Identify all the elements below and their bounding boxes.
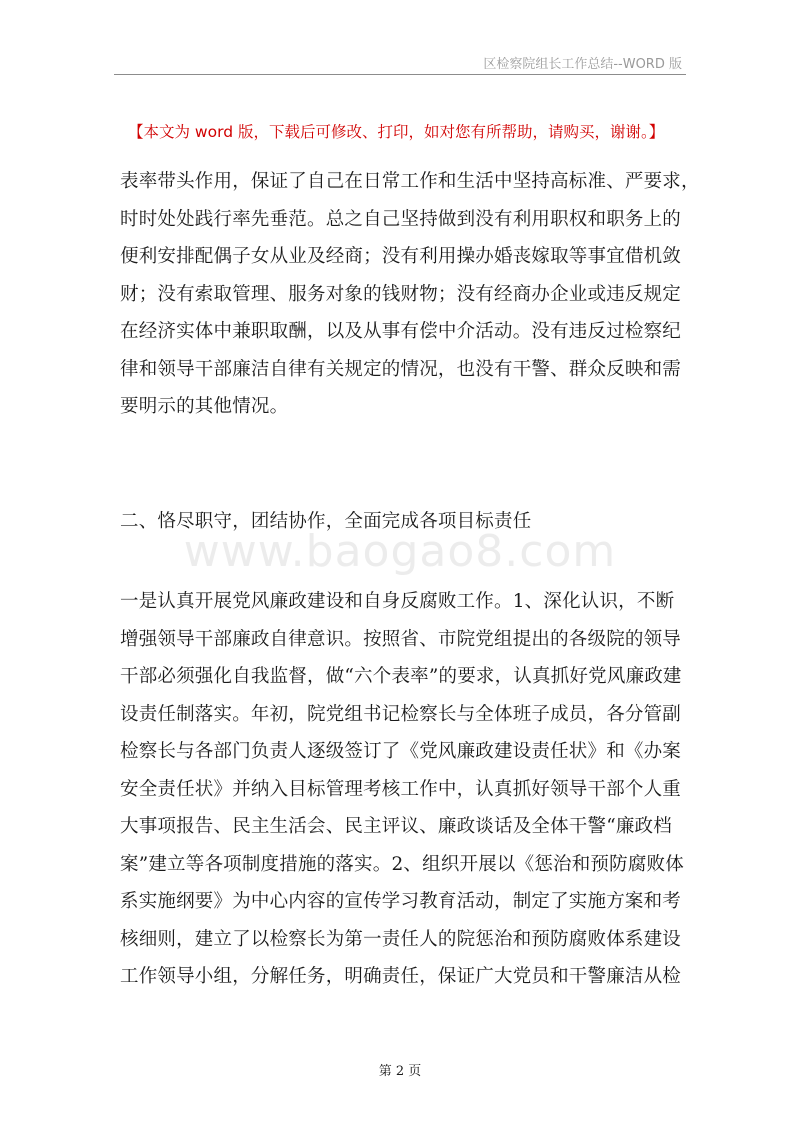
header-divider (114, 74, 686, 75)
text-line: 律和领导干部廉洁自律有关规定的情况，也没有干警、群众反映和需 (120, 358, 682, 380)
text-line: 时时处处践行率先垂范。总之自己坚持做到没有利用职权和职务上的 (120, 208, 682, 230)
body-paragraph-2 (120, 583, 692, 996)
text-line: 要明示的其他情况。 (120, 396, 289, 417)
body-paragraph-1 (120, 163, 700, 426)
text-line: 财；没有索取管理、服务对象的钱财物；没有经商办企业或违反规定 (120, 283, 682, 305)
text-line: 便利安排配偶子女从业及经商；没有利用操办婚丧嫁取等事宜借机敛 (120, 246, 682, 267)
text-line: 表率带头作用，保证了自己在日常工作和生活中坚持高标准、严要求， (120, 171, 700, 192)
page-number: 第 2 页 (378, 1064, 422, 1079)
running-header-title: 区检察院组长工作总结--WORD 版 (483, 57, 682, 72)
text-line: 设责任制落实。年初，院党组书记检察长与全体班子成员，各分管副 (120, 703, 682, 725)
text-line: 系实施纲要》为中心内容的宣传学习教育活动，制定了实施方案和考 (120, 891, 682, 912)
text-line: 案”建立等各项制度措施的落实。2、组织开展以《惩治和预防腐败体 (120, 853, 684, 875)
text-line: 工作领导小组，分解任务，明确责任，保证广大党员和干警廉洁从检 (120, 966, 682, 987)
text-line: 检察长与各部门负责人逐级签订了《党风廉政建设责任状》和《办案 (120, 741, 682, 762)
text-line: 增强领导干部廉政自律意识。按照省、市院党组提出的各级院的领导 (120, 628, 682, 650)
purchase-notice: 【本文为 word 版，下载后可修改、打印，如对您有所帮助，请购买，谢谢。】 (128, 123, 665, 141)
text-line: 大事项报告、民主生活会、民主评议、廉政谈话及全体干警“廉政档 (120, 816, 672, 837)
text-line: 一是认真开展党风廉政建设和自身反腐败工作。1、深化认识，不断 (120, 591, 675, 612)
watermark: www.baogao8.com (183, 526, 617, 577)
text-line: 安全责任状》并纳入目标管理考核工作中，认真抓好领导干部个人重 (120, 778, 682, 800)
text-line: 干部必须强化自我监督，做“六个表率”的要求，认真抓好党风廉政建 (120, 666, 682, 687)
section-heading: 二、恪尽职守，团结协作，全面完成各项目标责任 (120, 511, 532, 532)
text-line: 核细则，建立了以检察长为第一责任人的院惩治和预防腐败体系建设 (120, 928, 682, 950)
text-line: 在经济实体中兼职取酬，以及从事有偿中介活动。没有违反过检察纪 (120, 321, 682, 342)
